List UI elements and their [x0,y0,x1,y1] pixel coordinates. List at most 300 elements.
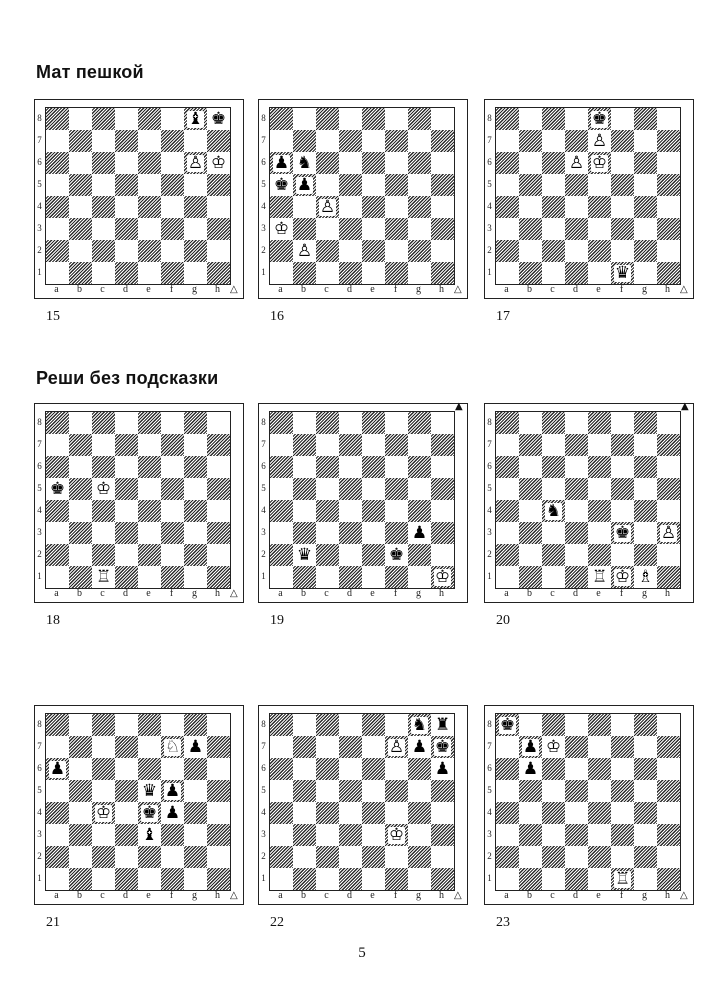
square-b3 [519,522,542,544]
rank-label-6: 6 [487,461,492,471]
square-d6 [115,152,138,174]
square-h8 [431,714,454,736]
square-c7 [92,736,115,758]
rank-label-8: 8 [261,417,266,427]
square-g8 [184,714,207,736]
rank-label-6: 6 [261,157,266,167]
section-title-mate-with-pawn: Мат пешкой [36,62,144,82]
square-e5 [138,780,161,802]
square-d7 [339,736,362,758]
square-b1 [69,868,92,890]
square-h5 [431,174,454,196]
square-e5 [588,478,611,500]
square-e2 [138,846,161,868]
square-g8 [634,108,657,130]
square-c8 [92,108,115,130]
square-g2 [408,544,431,566]
square-b8 [519,714,542,736]
square-b4 [519,500,542,522]
square-a3 [270,522,293,544]
square-e6 [588,758,611,780]
rank-label-2: 2 [261,245,266,255]
rank-label-7: 7 [487,439,492,449]
file-label-e: e [146,284,151,295]
square-c7 [316,130,339,152]
square-f4 [161,500,184,522]
chessboard [495,411,681,589]
square-c8 [92,714,115,736]
square-e4 [588,196,611,218]
file-label-f: f [619,890,624,901]
square-b8 [69,714,92,736]
square-h7 [657,736,680,758]
square-g7 [408,736,431,758]
square-f1 [611,566,634,588]
square-a3 [46,824,69,846]
square-b1 [519,262,542,284]
square-d3 [565,824,588,846]
square-a5 [496,478,519,500]
square-c2 [92,846,115,868]
file-label-d: d [123,588,128,599]
square-d3 [565,522,588,544]
square-g5 [408,478,431,500]
square-g2 [634,544,657,566]
square-f3 [385,522,408,544]
square-h5 [207,174,230,196]
square-f8 [385,714,408,736]
black-king-icon: ♚ [49,478,66,499]
square-h4 [207,196,230,218]
square-c4 [316,500,339,522]
square-a8 [496,108,519,130]
rank-label-3: 3 [37,829,42,839]
square-a2 [496,846,519,868]
square-g3 [634,218,657,240]
square-f6 [385,456,408,478]
black-pawn-icon: ♟ [187,736,204,757]
square-b8 [69,412,92,434]
square-d2 [565,846,588,868]
square-b5 [519,780,542,802]
file-label-d: d [573,588,578,599]
file-label-h: h [665,284,670,295]
diagram-number: 15 [46,309,60,324]
file-label-c: c [324,588,329,599]
square-e2 [588,846,611,868]
square-f3 [161,218,184,240]
square-h5 [657,174,680,196]
square-c8 [542,412,565,434]
square-a5 [270,780,293,802]
square-e7 [362,434,385,456]
square-d3 [115,218,138,240]
square-e1 [138,262,161,284]
square-b5 [519,174,542,196]
square-b7 [519,434,542,456]
file-label-g: g [416,588,421,599]
square-d2 [339,240,362,262]
chessboard [45,411,231,589]
square-f5 [385,174,408,196]
square-d6 [115,456,138,478]
chess-diagram-22 [258,705,468,905]
square-e5 [588,780,611,802]
black-king-icon: ♚ [499,714,516,735]
black-pawn-icon: ♟ [164,780,181,801]
square-b7 [293,434,316,456]
square-d2 [565,240,588,262]
rank-label-8: 8 [37,719,42,729]
black-pawn-icon: ♟ [434,758,451,779]
square-h1 [431,868,454,890]
square-b3 [293,218,316,240]
square-g7 [634,130,657,152]
square-f5 [161,780,184,802]
white-pawn-icon: ♙ [187,152,204,173]
square-d8 [565,714,588,736]
rank-label-5: 5 [37,483,42,493]
square-e7 [138,130,161,152]
square-h3 [207,218,230,240]
square-b6 [293,758,316,780]
square-c3 [316,218,339,240]
file-label-f: f [393,890,398,901]
square-c1 [542,868,565,890]
square-e8 [138,108,161,130]
square-f4 [611,802,634,824]
square-b4 [519,196,542,218]
square-c6 [542,152,565,174]
black-king-icon: ♚ [591,108,608,129]
file-label-f: f [169,588,174,599]
square-e7 [138,736,161,758]
square-c8 [542,108,565,130]
white-rook-icon: ♖ [591,566,608,587]
square-a2 [496,240,519,262]
file-label-e: e [146,890,151,901]
square-c3 [316,522,339,544]
square-d5 [115,478,138,500]
file-label-c: c [550,890,555,901]
file-label-h: h [215,890,220,901]
square-f5 [161,174,184,196]
square-e3 [138,824,161,846]
rank-label-3: 3 [37,527,42,537]
square-f4 [611,196,634,218]
square-h6 [431,152,454,174]
square-c7 [92,434,115,456]
square-e7 [588,434,611,456]
square-g1 [184,262,207,284]
square-h1 [657,566,680,588]
square-b6 [69,758,92,780]
square-b7 [69,736,92,758]
rank-label-4: 4 [37,201,42,211]
square-e8 [138,412,161,434]
square-a3 [46,218,69,240]
black-knight-icon: ♞ [545,500,562,521]
square-a1 [46,868,69,890]
square-a8 [496,412,519,434]
square-f7 [161,130,184,152]
file-label-d: d [347,284,352,295]
square-g3 [408,824,431,846]
square-e4 [138,196,161,218]
file-label-g: g [192,588,197,599]
square-d1 [565,868,588,890]
square-e2 [362,846,385,868]
rank-label-3: 3 [487,223,492,233]
square-c2 [316,240,339,262]
square-h2 [431,544,454,566]
square-c3 [92,522,115,544]
square-f2 [385,846,408,868]
square-f6 [161,152,184,174]
square-b4 [293,802,316,824]
square-a3 [270,218,293,240]
square-b2 [69,544,92,566]
square-e3 [362,824,385,846]
file-label-c: c [550,588,555,599]
square-b3 [69,218,92,240]
square-h3 [431,522,454,544]
square-e5 [362,174,385,196]
square-a2 [270,846,293,868]
diagram-number: 21 [46,915,60,930]
square-d7 [565,434,588,456]
square-e1 [138,868,161,890]
square-h4 [657,802,680,824]
file-label-d: d [123,284,128,295]
square-f1 [161,566,184,588]
square-f2 [611,240,634,262]
square-h8 [207,108,230,130]
square-g4 [184,500,207,522]
square-a7 [496,130,519,152]
square-a1 [46,262,69,284]
rank-label-8: 8 [487,417,492,427]
square-f7 [611,736,634,758]
square-a4 [46,500,69,522]
square-f7 [611,434,634,456]
square-g4 [634,196,657,218]
square-h6 [431,758,454,780]
file-label-a: a [54,284,59,295]
square-g7 [408,130,431,152]
file-label-h: h [439,284,444,295]
square-a4 [46,196,69,218]
square-f1 [385,868,408,890]
rank-label-5: 5 [37,785,42,795]
file-label-c: c [550,284,555,295]
square-c4 [542,802,565,824]
rank-label-3: 3 [487,527,492,537]
square-h7 [657,434,680,456]
rank-label-1: 1 [261,571,266,581]
square-b5 [293,478,316,500]
square-d5 [339,780,362,802]
square-c3 [92,218,115,240]
rank-label-1: 1 [261,873,266,883]
rank-label-8: 8 [487,719,492,729]
chess-diagram-16 [258,99,468,299]
square-b6 [69,152,92,174]
file-label-d: d [347,588,352,599]
square-b4 [69,196,92,218]
square-c1 [542,566,565,588]
rank-label-5: 5 [37,179,42,189]
square-d2 [565,544,588,566]
rank-label-6: 6 [487,763,492,773]
black-bishop-icon: ♝ [187,108,204,129]
square-g5 [184,780,207,802]
square-g5 [184,174,207,196]
black-pawn-icon: ♟ [296,174,313,195]
square-g7 [408,434,431,456]
file-label-b: b [301,890,306,901]
rank-label-6: 6 [37,461,42,471]
square-h8 [657,108,680,130]
file-label-g: g [642,588,647,599]
square-e1 [588,566,611,588]
square-b3 [519,218,542,240]
square-h4 [657,500,680,522]
square-g1 [408,868,431,890]
square-b6 [69,456,92,478]
square-g6 [408,152,431,174]
square-e6 [138,758,161,780]
file-label-f: f [393,588,398,599]
file-label-g: g [416,890,421,901]
square-f8 [611,108,634,130]
diagram-number: 17 [496,309,510,324]
square-a7 [46,736,69,758]
square-c3 [542,824,565,846]
white-pawn-icon: ♙ [319,196,336,217]
square-e4 [362,500,385,522]
file-label-a: a [504,284,509,295]
square-g2 [634,240,657,262]
square-d3 [339,522,362,544]
rank-label-2: 2 [37,245,42,255]
square-f3 [161,824,184,846]
white-pawn-icon: ♙ [660,522,677,543]
square-h4 [657,196,680,218]
rank-label-4: 4 [261,505,266,515]
square-e2 [588,240,611,262]
square-h6 [207,152,230,174]
square-e4 [138,500,161,522]
square-d6 [339,758,362,780]
square-c6 [92,456,115,478]
square-a5 [270,478,293,500]
square-a2 [46,544,69,566]
square-f6 [385,152,408,174]
black-rook-icon: ♜ [434,714,451,735]
square-g7 [184,736,207,758]
rank-label-5: 5 [261,483,266,493]
square-d8 [565,412,588,434]
black-to-move-icon: ▲ [681,401,689,412]
square-h4 [431,500,454,522]
rank-label-5: 5 [487,785,492,795]
square-f8 [385,108,408,130]
rank-label-8: 8 [261,719,266,729]
rank-label-2: 2 [487,549,492,559]
rank-label-1: 1 [37,873,42,883]
square-a7 [496,434,519,456]
rank-label-7: 7 [261,439,266,449]
square-d2 [115,544,138,566]
square-f4 [385,196,408,218]
square-f6 [385,758,408,780]
square-d7 [565,736,588,758]
black-knight-icon: ♞ [296,152,313,173]
square-d8 [565,108,588,130]
square-b5 [293,780,316,802]
rank-label-4: 4 [37,807,42,817]
square-e3 [588,218,611,240]
square-d4 [565,500,588,522]
square-g7 [634,736,657,758]
rank-label-2: 2 [487,245,492,255]
square-e4 [138,802,161,824]
square-d4 [115,802,138,824]
square-h6 [207,456,230,478]
square-b6 [519,456,542,478]
square-a1 [270,566,293,588]
square-e4 [588,500,611,522]
square-d1 [565,262,588,284]
square-f5 [611,174,634,196]
square-c5 [316,780,339,802]
square-g8 [184,108,207,130]
square-c2 [316,846,339,868]
square-h7 [431,434,454,456]
square-h5 [657,780,680,802]
chess-diagram-23 [484,705,694,905]
square-b4 [293,500,316,522]
white-rook-icon: ♖ [95,566,112,587]
square-h2 [657,240,680,262]
square-c7 [542,130,565,152]
rank-label-7: 7 [261,135,266,145]
file-label-h: h [665,890,670,901]
square-g1 [408,566,431,588]
square-e8 [588,714,611,736]
file-label-a: a [504,890,509,901]
square-a4 [496,500,519,522]
square-b2 [69,846,92,868]
square-b7 [519,736,542,758]
square-d7 [115,434,138,456]
square-b8 [293,412,316,434]
square-f7 [161,434,184,456]
rank-label-7: 7 [487,741,492,751]
square-a1 [496,868,519,890]
chessboard [495,107,681,285]
square-h2 [431,846,454,868]
square-a1 [496,566,519,588]
rank-label-3: 3 [37,223,42,233]
square-f4 [161,802,184,824]
square-h8 [207,412,230,434]
square-h3 [657,824,680,846]
file-label-d: d [347,890,352,901]
white-pawn-icon: ♙ [591,130,608,151]
square-a3 [496,218,519,240]
